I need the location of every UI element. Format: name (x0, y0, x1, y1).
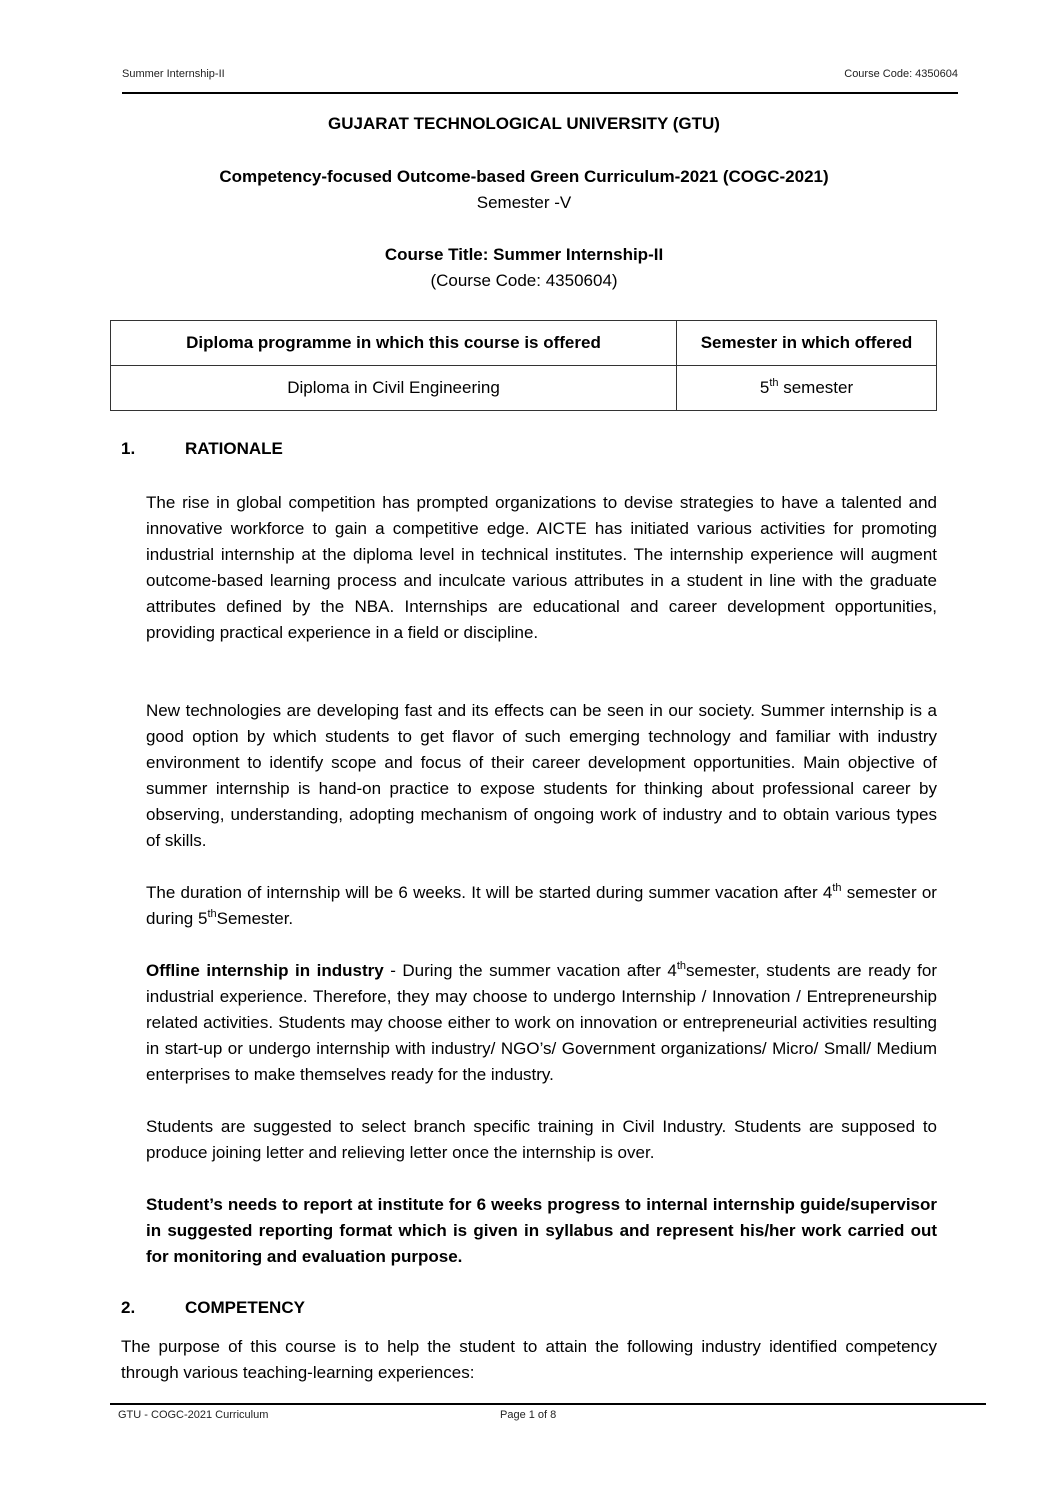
curriculum-title: Competency-focused Outcome-based Green Curriculum-2021 (COGC-2021) (219, 167, 829, 186)
header-rule (122, 92, 958, 94)
rationale-paragraph-2: New technologies are developing fast and its effects can be seen in our society. Summer internship is a good option by which students to get flavor of such emerging technology and familiar with industry environment to identify scope and focus of their career development opportunities. Main objective of summer internship is hand-on practice to expose students for thinking about professional career by observing, understanding, adopting mechanism of ongoing work of industry and to obtain various types of skills. (146, 701, 937, 850)
page-header (122, 68, 958, 92)
header-course-code: Course Code: 4350604 (844, 68, 958, 80)
table-header-row (111, 321, 937, 366)
rationale-paragraph-offline-internship: Offline internship in industry - During the summer vacation after 4thsemester, students are ready for industrial experience. Therefore, they may choose to undergo Internship / Innovation / Entrepreneurship related activities. Students may choose either to work on innovation or entrepreneurial activities resulting in start-up or undergo internship with industry/ NGO’s/ Government organizations/ Micro/ Small/ Medium enterprises to make themselves ready for the industry. (146, 960, 937, 1084)
rationale-paragraph-3: The duration of internship will be 6 weeks. It will be started during summer vacation after 4th semester or during 5thSemester. (146, 882, 937, 928)
column-header-programme: Diploma programme in which this course is offered (111, 321, 677, 366)
competency-paragraph: The purpose of this course is to help the student to attain the following industry identified competency through various teaching-learning experiences: (121, 1337, 937, 1382)
rationale-paragraph-reporting-note: Student’s needs to report at institute for 6 weeks progress to internal internship guide/supervisor in suggested reporting format which is given in syllabus and represent his/her work carried out for monitoring and evaluation purpose. (146, 1195, 937, 1266)
programme-table (110, 320, 937, 411)
rationale-paragraph-1: The rise in global competition has prompted organizations to devise strategies to have a talented and innovative workforce to gain a competitive edge. AICTE has initiated various activities for promoting industrial internship at the diploma level in technical institutes. The internship experience will augment outcome-based learning process and inculcate various attributes in a student in line with the graduate attributes defined by the NBA. Internships are educational and career development opportunities, providing practical experience in a field or discipline. (146, 493, 937, 642)
cell-programme: Diploma in Civil Engineering (111, 366, 677, 411)
section-heading-rationale: 1. RATIONALE (121, 439, 283, 458)
section-heading-competency: 2. COMPETENCY (121, 1298, 305, 1317)
column-header-semester: Semester in which offered (677, 321, 937, 366)
university-title: GUJARAT TECHNOLOGICAL UNIVERSITY (GTU) (328, 114, 720, 133)
header-course-name: Summer Internship-II (122, 68, 225, 80)
cell-semester: 5th semester (677, 366, 937, 411)
course-title: Course Title: Summer Internship-II (384, 245, 664, 264)
rationale-paragraph-branch-training: Students are suggested to select branch specific training in Civil Industry. Students are supposed to produce joining letter and relieving letter once the internship is over. (146, 1117, 937, 1162)
footer-curriculum: GTU - COGC-2021 Curriculum (118, 1409, 269, 1421)
footer-page-number: Page 1 of 8 (500, 1409, 557, 1421)
course-code: (Course Code: 4350604) (430, 271, 618, 290)
table-row (111, 366, 937, 411)
semester-label: Semester -V (476, 193, 572, 212)
footer-rule (110, 1403, 986, 1405)
